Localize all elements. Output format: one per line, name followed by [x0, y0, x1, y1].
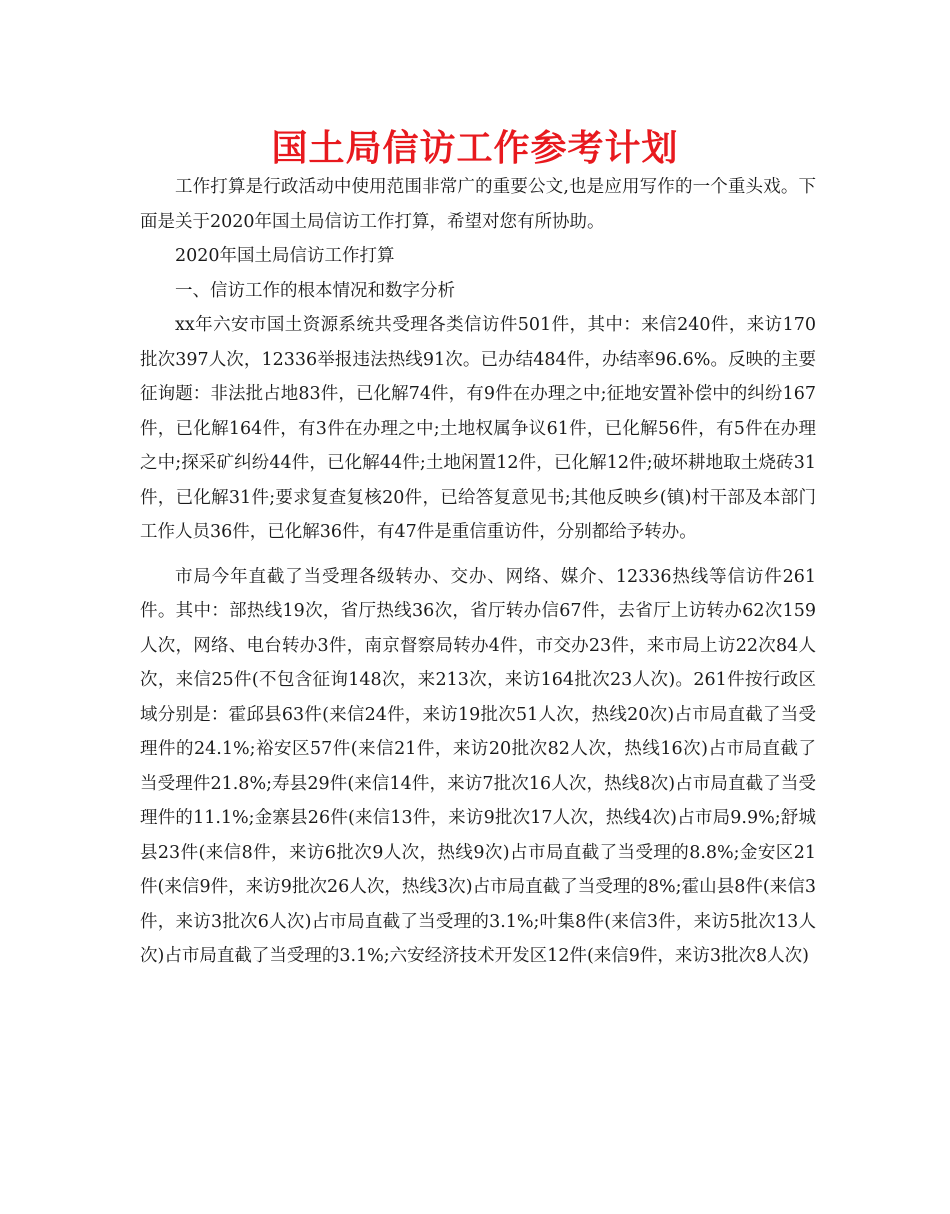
- document-body: [140, 170, 816, 974]
- statistics-paragraph: xx年六安市国土资源系统共受理各类信访件501件，其中：来信240件，来访170批次397人次，12336举报违法热线91次。已办结484件，办结率96.6%。反映的主要征询题：非法批占地83件，已化解74件，有9件在办理之中;征地安置补偿中的纠纷167件，已化解164件，有3件在办理之中;土地权属争议61件，已化解56件，有5件在办理之中;探采矿纠纷44件，已化解44件;土地闲置12件，已化解12件;破坏耕地取土烧砖31件，已化解31件;要求复查复核20件，已给答复意见书;其他反映乡(镇)村干部及本部门工作人员36件，已化解36件，有47件是重信重访件，分别都给予转办。: [140, 315, 816, 542]
- section-heading: 一、信访工作的根本情况和数字分析: [175, 280, 455, 301]
- plan-heading: 2020年国土局信访工作打算: [175, 246, 395, 266]
- intro-paragraph: 工作打算是行政活动中使用范围非常广的重要公文,也是应用写作的一个重头戏。下面是关于2020年国土局信访工作打算，希望对您有所协助。: [140, 177, 816, 232]
- document-title: 国土局信访工作参考计划: [271, 128, 679, 169]
- city-bureau-paragraph: 市局今年直截了当受理各级转办、交办、网络、媒介、12336热线等信访件261件。其中：部热线19次，省厅热线36次，省厅转办信67件，去省厅上访转办62次159人次，网络、电台转办3件，南京督察局转办4件，市交办23件，来市局上访22次84人次，来信25件(不包含征询148次，来213次，来访164批次23人次)。261件按行政区域分别是：霍邱县63件(来信24件，来访19批次51人次，热线20次)占市局直截了当受理件的24.1%;裕安区57件(来信21件，来访20批次82人次，热线16次)占市局直截了当受理件21.8%;寿县29件(来信14件，来访7批次16人次，热线8次)占市局直截了当受理件的11.1%;金寨县26件(来信13件，来访9批次17人次，热线4次)占市局9.9%;舒城县23件(来信8件，来访6批次9人次，热线9次)占市局直截了当受理的8.8%;金安区21件(来信9件，来访9批次26人次，热线3次)占市局直截了当受理的8%;霍山县8件(来信3件，来访3批次6人次)占市局直截了当受理的3.1%;叶集8件(来信3件，来访5批次13人次)占市局直截了当受理的3.1%;六安经济技术开发区12件(来信9件，来访3批次8人次): [140, 566, 816, 966]
